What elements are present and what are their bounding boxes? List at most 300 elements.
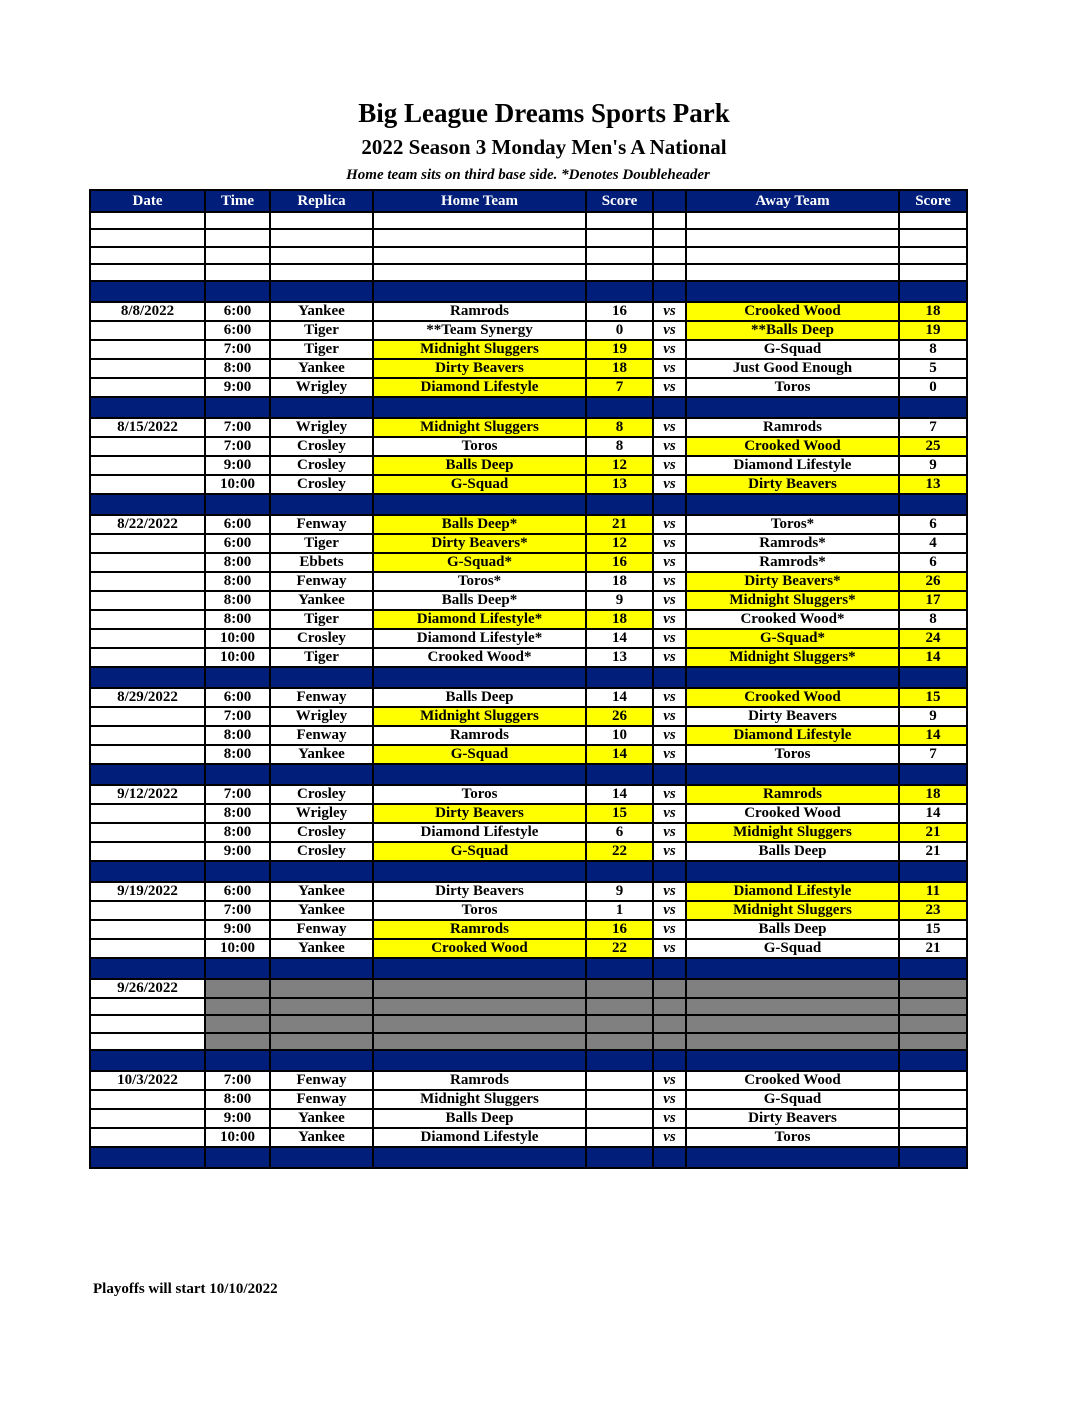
home-score-cell: 14: [586, 745, 653, 764]
separator-cell: [686, 764, 899, 785]
away-score-cell: 4: [899, 534, 967, 553]
away-team-cell: Ramrods: [686, 785, 899, 804]
separator-cell: [270, 958, 373, 979]
separator-cell: [270, 861, 373, 882]
away-score-cell: 13: [899, 475, 967, 494]
blank-cell: [686, 229, 899, 246]
home-team-cell: Midnight Sluggers: [373, 1090, 586, 1109]
home-score-cell: 22: [586, 842, 653, 861]
date-cell: [90, 572, 205, 591]
blank-cell: [270, 229, 373, 246]
week-separator: [90, 861, 967, 882]
blank-row: [90, 212, 967, 229]
vs-cell: vs: [653, 321, 686, 340]
date-cell: [90, 629, 205, 648]
time-cell: 7:00: [205, 437, 270, 456]
vs-cell: vs: [653, 340, 686, 359]
home-team-cell: Ramrods: [373, 920, 586, 939]
home-team-cell: Diamond Lifestyle*: [373, 610, 586, 629]
blank-cell: [899, 229, 967, 246]
separator-cell: [586, 1147, 653, 1168]
time-cell: 8:00: [205, 804, 270, 823]
separator-cell: [373, 494, 586, 515]
time-cell: 8:00: [205, 572, 270, 591]
header-away-score: Score: [899, 190, 967, 212]
away-team-cell: Toros: [686, 378, 899, 397]
game-row: [90, 920, 967, 939]
home-score-cell: 13: [586, 648, 653, 667]
off-week-row: [90, 1033, 967, 1050]
time-cell: 6:00: [205, 302, 270, 321]
game-row: [90, 437, 967, 456]
off-cell: [653, 979, 686, 998]
separator-cell: [205, 1147, 270, 1168]
away-team-cell: Ramrods*: [686, 534, 899, 553]
time-cell: 10:00: [205, 1128, 270, 1147]
separator-cell: [653, 281, 686, 302]
blank-cell: [205, 264, 270, 281]
separator-cell: [586, 667, 653, 688]
separator-cell: [373, 397, 586, 418]
separator-cell: [205, 494, 270, 515]
game-row: [90, 785, 967, 804]
blank-row: [90, 264, 967, 281]
separator-cell: [90, 397, 205, 418]
blank-cell: [586, 229, 653, 246]
date-cell: 9/26/2022: [90, 979, 205, 998]
off-cell: [270, 1015, 373, 1032]
game-row: [90, 359, 967, 378]
replica-cell: Fenway: [270, 688, 373, 707]
away-team-cell: Midnight Sluggers*: [686, 648, 899, 667]
vs-cell: vs: [653, 785, 686, 804]
vs-cell: vs: [653, 475, 686, 494]
away-score-cell: 7: [899, 745, 967, 764]
date-cell: [90, 1090, 205, 1109]
date-cell: [90, 553, 205, 572]
separator-cell: [586, 397, 653, 418]
away-score-cell: 18: [899, 785, 967, 804]
away-score-cell: [899, 1090, 967, 1109]
home-team-cell: Dirty Beavers: [373, 804, 586, 823]
week-separator: [90, 1147, 967, 1168]
separator-cell: [90, 861, 205, 882]
away-score-cell: 14: [899, 726, 967, 745]
home-team-cell: G-Squad: [373, 475, 586, 494]
game-row: [90, 842, 967, 861]
separator-cell: [899, 1147, 967, 1168]
vs-cell: vs: [653, 707, 686, 726]
separator-cell: [205, 281, 270, 302]
away-score-cell: 21: [899, 842, 967, 861]
blank-cell: [653, 264, 686, 281]
replica-cell: Fenway: [270, 726, 373, 745]
off-cell: [373, 1015, 586, 1032]
off-cell: [586, 998, 653, 1015]
replica-cell: Fenway: [270, 1090, 373, 1109]
blank-cell: [686, 264, 899, 281]
separator-cell: [686, 281, 899, 302]
game-row: [90, 321, 967, 340]
separator-cell: [205, 667, 270, 688]
off-cell: [653, 1033, 686, 1050]
time-cell: 8:00: [205, 553, 270, 572]
away-score-cell: 14: [899, 648, 967, 667]
date-cell: [90, 920, 205, 939]
vs-cell: vs: [653, 726, 686, 745]
date-cell: [90, 1015, 205, 1032]
blank-cell: [270, 247, 373, 264]
vs-cell: vs: [653, 515, 686, 534]
away-score-cell: 23: [899, 901, 967, 920]
week-separator: [90, 1050, 967, 1071]
date-cell: 10/3/2022: [90, 1071, 205, 1090]
away-team-cell: Dirty Beavers: [686, 1109, 899, 1128]
schedule-note: Home team sits on third base side. *Denotes Doubleheader: [346, 167, 710, 183]
away-score-cell: 25: [899, 437, 967, 456]
blank-cell: [686, 212, 899, 229]
home-score-cell: 10: [586, 726, 653, 745]
away-team-cell: Midnight Sluggers: [686, 901, 899, 920]
off-cell: [270, 998, 373, 1015]
blank-row: [90, 229, 967, 246]
date-cell: [90, 1109, 205, 1128]
blank-cell: [586, 212, 653, 229]
replica-cell: Tiger: [270, 340, 373, 359]
vs-cell: vs: [653, 1128, 686, 1147]
vs-cell: vs: [653, 882, 686, 901]
time-cell: 10:00: [205, 475, 270, 494]
separator-cell: [205, 1050, 270, 1071]
away-team-cell: Midnight Sluggers*: [686, 591, 899, 610]
header-home-score: Score: [586, 190, 653, 212]
separator-cell: [205, 764, 270, 785]
blank-cell: [90, 229, 205, 246]
date-cell: 8/29/2022: [90, 688, 205, 707]
off-cell: [653, 998, 686, 1015]
date-cell: [90, 437, 205, 456]
header-row: [90, 190, 967, 212]
separator-cell: [586, 764, 653, 785]
away-score-cell: [899, 1128, 967, 1147]
date-cell: [90, 726, 205, 745]
away-team-cell: Balls Deep: [686, 842, 899, 861]
away-team-cell: Crooked Wood: [686, 437, 899, 456]
away-score-cell: 18: [899, 302, 967, 321]
date-cell: [90, 804, 205, 823]
date-cell: [90, 901, 205, 920]
vs-cell: vs: [653, 456, 686, 475]
separator-cell: [653, 1050, 686, 1071]
home-team-cell: Midnight Sluggers: [373, 707, 586, 726]
home-team-cell: Ramrods: [373, 302, 586, 321]
home-team-cell: Crooked Wood: [373, 939, 586, 958]
home-score-cell: 19: [586, 340, 653, 359]
home-team-cell: Crooked Wood*: [373, 648, 586, 667]
separator-cell: [899, 1050, 967, 1071]
away-score-cell: 6: [899, 515, 967, 534]
time-cell: 6:00: [205, 882, 270, 901]
replica-cell: Yankee: [270, 1128, 373, 1147]
date-cell: 9/12/2022: [90, 785, 205, 804]
time-cell: 9:00: [205, 378, 270, 397]
replica-cell: Crosley: [270, 475, 373, 494]
date-cell: 8/22/2022: [90, 515, 205, 534]
home-score-cell: 9: [586, 882, 653, 901]
separator-cell: [373, 281, 586, 302]
vs-cell: vs: [653, 302, 686, 321]
separator-cell: [899, 667, 967, 688]
header-replica: Replica: [270, 190, 373, 212]
time-cell: 6:00: [205, 515, 270, 534]
off-cell: [686, 979, 899, 998]
home-score-cell: [586, 1109, 653, 1128]
home-score-cell: 7: [586, 378, 653, 397]
time-cell: 10:00: [205, 648, 270, 667]
date-cell: [90, 1033, 205, 1050]
page-subtitle: 2022 Season 3 Monday Men's A National: [361, 135, 727, 159]
vs-cell: vs: [653, 572, 686, 591]
separator-cell: [270, 281, 373, 302]
vs-cell: vs: [653, 1090, 686, 1109]
away-team-cell: G-Squad*: [686, 629, 899, 648]
separator-cell: [686, 958, 899, 979]
off-cell: [586, 1015, 653, 1032]
game-row: [90, 726, 967, 745]
blank-cell: [270, 264, 373, 281]
date-cell: [90, 378, 205, 397]
time-cell: 9:00: [205, 1109, 270, 1128]
home-team-cell: G-Squad: [373, 842, 586, 861]
away-score-cell: 6: [899, 553, 967, 572]
date-cell: [90, 456, 205, 475]
game-row: [90, 745, 967, 764]
home-score-cell: 22: [586, 939, 653, 958]
header-home-team: Home Team: [373, 190, 586, 212]
home-team-cell: Balls Deep*: [373, 515, 586, 534]
date-cell: 9/19/2022: [90, 882, 205, 901]
vs-cell: vs: [653, 1071, 686, 1090]
away-score-cell: [899, 1109, 967, 1128]
separator-cell: [899, 861, 967, 882]
game-row: [90, 648, 967, 667]
home-team-cell: Midnight Sluggers: [373, 418, 586, 437]
off-cell: [899, 1015, 967, 1032]
replica-cell: Yankee: [270, 1109, 373, 1128]
vs-cell: vs: [653, 534, 686, 553]
off-cell: [373, 1033, 586, 1050]
away-team-cell: Crooked Wood*: [686, 610, 899, 629]
home-score-cell: 12: [586, 456, 653, 475]
away-score-cell: 8: [899, 340, 967, 359]
blank-cell: [90, 264, 205, 281]
away-team-cell: Crooked Wood: [686, 804, 899, 823]
away-team-cell: Toros: [686, 1128, 899, 1147]
off-cell: [373, 998, 586, 1015]
date-cell: [90, 340, 205, 359]
away-score-cell: 15: [899, 920, 967, 939]
time-cell: 8:00: [205, 726, 270, 745]
date-cell: [90, 359, 205, 378]
separator-cell: [653, 397, 686, 418]
home-team-cell: Balls Deep: [373, 688, 586, 707]
away-team-cell: Dirty Beavers: [686, 707, 899, 726]
separator-cell: [899, 764, 967, 785]
home-score-cell: 1: [586, 901, 653, 920]
home-score-cell: [586, 1128, 653, 1147]
game-row: [90, 378, 967, 397]
date-cell: [90, 842, 205, 861]
date-cell: [90, 534, 205, 553]
home-team-cell: Ramrods: [373, 726, 586, 745]
home-team-cell: Dirty Beavers*: [373, 534, 586, 553]
away-score-cell: 7: [899, 418, 967, 437]
off-cell: [205, 998, 270, 1015]
time-cell: 9:00: [205, 920, 270, 939]
separator-cell: [586, 1050, 653, 1071]
off-cell: [205, 1015, 270, 1032]
replica-cell: Tiger: [270, 610, 373, 629]
replica-cell: Wrigley: [270, 804, 373, 823]
replica-cell: Fenway: [270, 572, 373, 591]
game-row: [90, 340, 967, 359]
away-score-cell: 5: [899, 359, 967, 378]
home-score-cell: 14: [586, 629, 653, 648]
vs-cell: vs: [653, 804, 686, 823]
game-row: [90, 456, 967, 475]
separator-cell: [899, 958, 967, 979]
game-row: [90, 572, 967, 591]
off-cell: [686, 998, 899, 1015]
playoffs-note: Playoffs will start 10/10/2022: [93, 1281, 278, 1297]
away-team-cell: Just Good Enough: [686, 359, 899, 378]
away-score-cell: 17: [899, 591, 967, 610]
separator-cell: [586, 494, 653, 515]
away-score-cell: 21: [899, 823, 967, 842]
home-team-cell: G-Squad: [373, 745, 586, 764]
away-score-cell: 11: [899, 882, 967, 901]
vs-cell: vs: [653, 378, 686, 397]
header-time: Time: [205, 190, 270, 212]
home-team-cell: Diamond Lifestyle: [373, 823, 586, 842]
date-cell: [90, 610, 205, 629]
separator-cell: [653, 958, 686, 979]
home-team-cell: Midnight Sluggers: [373, 340, 586, 359]
home-score-cell: 18: [586, 359, 653, 378]
date-cell: [90, 321, 205, 340]
blank-cell: [205, 229, 270, 246]
away-team-cell: Crooked Wood: [686, 688, 899, 707]
away-team-cell: Toros: [686, 745, 899, 764]
vs-cell: vs: [653, 901, 686, 920]
home-team-cell: Ramrods: [373, 1071, 586, 1090]
separator-cell: [90, 764, 205, 785]
away-team-cell: Diamond Lifestyle: [686, 456, 899, 475]
replica-cell: Yankee: [270, 745, 373, 764]
time-cell: 7:00: [205, 707, 270, 726]
game-row: [90, 591, 967, 610]
date-cell: [90, 1128, 205, 1147]
vs-cell: vs: [653, 610, 686, 629]
separator-cell: [373, 667, 586, 688]
off-week-row: [90, 979, 967, 998]
game-row: [90, 302, 967, 321]
game-row: [90, 629, 967, 648]
home-score-cell: 14: [586, 785, 653, 804]
off-cell: [899, 998, 967, 1015]
vs-cell: vs: [653, 359, 686, 378]
replica-cell: Tiger: [270, 321, 373, 340]
home-score-cell: 8: [586, 418, 653, 437]
blank-cell: [373, 247, 586, 264]
separator-cell: [205, 861, 270, 882]
off-cell: [373, 979, 586, 998]
separator-cell: [270, 397, 373, 418]
home-team-cell: Toros: [373, 437, 586, 456]
blank-cell: [653, 229, 686, 246]
blank-cell: [270, 212, 373, 229]
blank-cell: [653, 212, 686, 229]
home-team-cell: Diamond Lifestyle: [373, 378, 586, 397]
time-cell: 10:00: [205, 629, 270, 648]
away-team-cell: Diamond Lifestyle: [686, 882, 899, 901]
home-team-cell: Dirty Beavers: [373, 882, 586, 901]
off-cell: [586, 1033, 653, 1050]
replica-cell: Wrigley: [270, 378, 373, 397]
week-separator: [90, 764, 967, 785]
schedule-table: [89, 189, 968, 1169]
time-cell: 9:00: [205, 842, 270, 861]
separator-cell: [90, 1050, 205, 1071]
page-title: Big League Dreams Sports Park: [358, 98, 730, 128]
replica-cell: Wrigley: [270, 418, 373, 437]
time-cell: 6:00: [205, 534, 270, 553]
separator-cell: [373, 764, 586, 785]
separator-cell: [653, 764, 686, 785]
away-team-cell: Crooked Wood: [686, 1071, 899, 1090]
game-row: [90, 688, 967, 707]
separator-cell: [653, 494, 686, 515]
date-cell: [90, 707, 205, 726]
blank-cell: [205, 247, 270, 264]
blank-cell: [686, 247, 899, 264]
replica-cell: Yankee: [270, 882, 373, 901]
home-score-cell: 8: [586, 437, 653, 456]
away-team-cell: Ramrods: [686, 418, 899, 437]
game-row: [90, 823, 967, 842]
home-team-cell: Diamond Lifestyle*: [373, 629, 586, 648]
schedule-body: [90, 212, 967, 1168]
game-row: [90, 534, 967, 553]
game-row: [90, 1090, 967, 1109]
off-cell: [899, 979, 967, 998]
home-score-cell: [586, 1090, 653, 1109]
home-score-cell: 6: [586, 823, 653, 842]
time-cell: 9:00: [205, 456, 270, 475]
week-separator: [90, 494, 967, 515]
off-cell: [653, 1015, 686, 1032]
home-score-cell: 9: [586, 591, 653, 610]
away-score-cell: 9: [899, 707, 967, 726]
vs-cell: vs: [653, 648, 686, 667]
replica-cell: Crosley: [270, 437, 373, 456]
away-score-cell: 0: [899, 378, 967, 397]
away-team-cell: Dirty Beavers*: [686, 572, 899, 591]
game-row: [90, 1128, 967, 1147]
away-team-cell: Dirty Beavers: [686, 475, 899, 494]
replica-cell: Crosley: [270, 842, 373, 861]
home-score-cell: 13: [586, 475, 653, 494]
